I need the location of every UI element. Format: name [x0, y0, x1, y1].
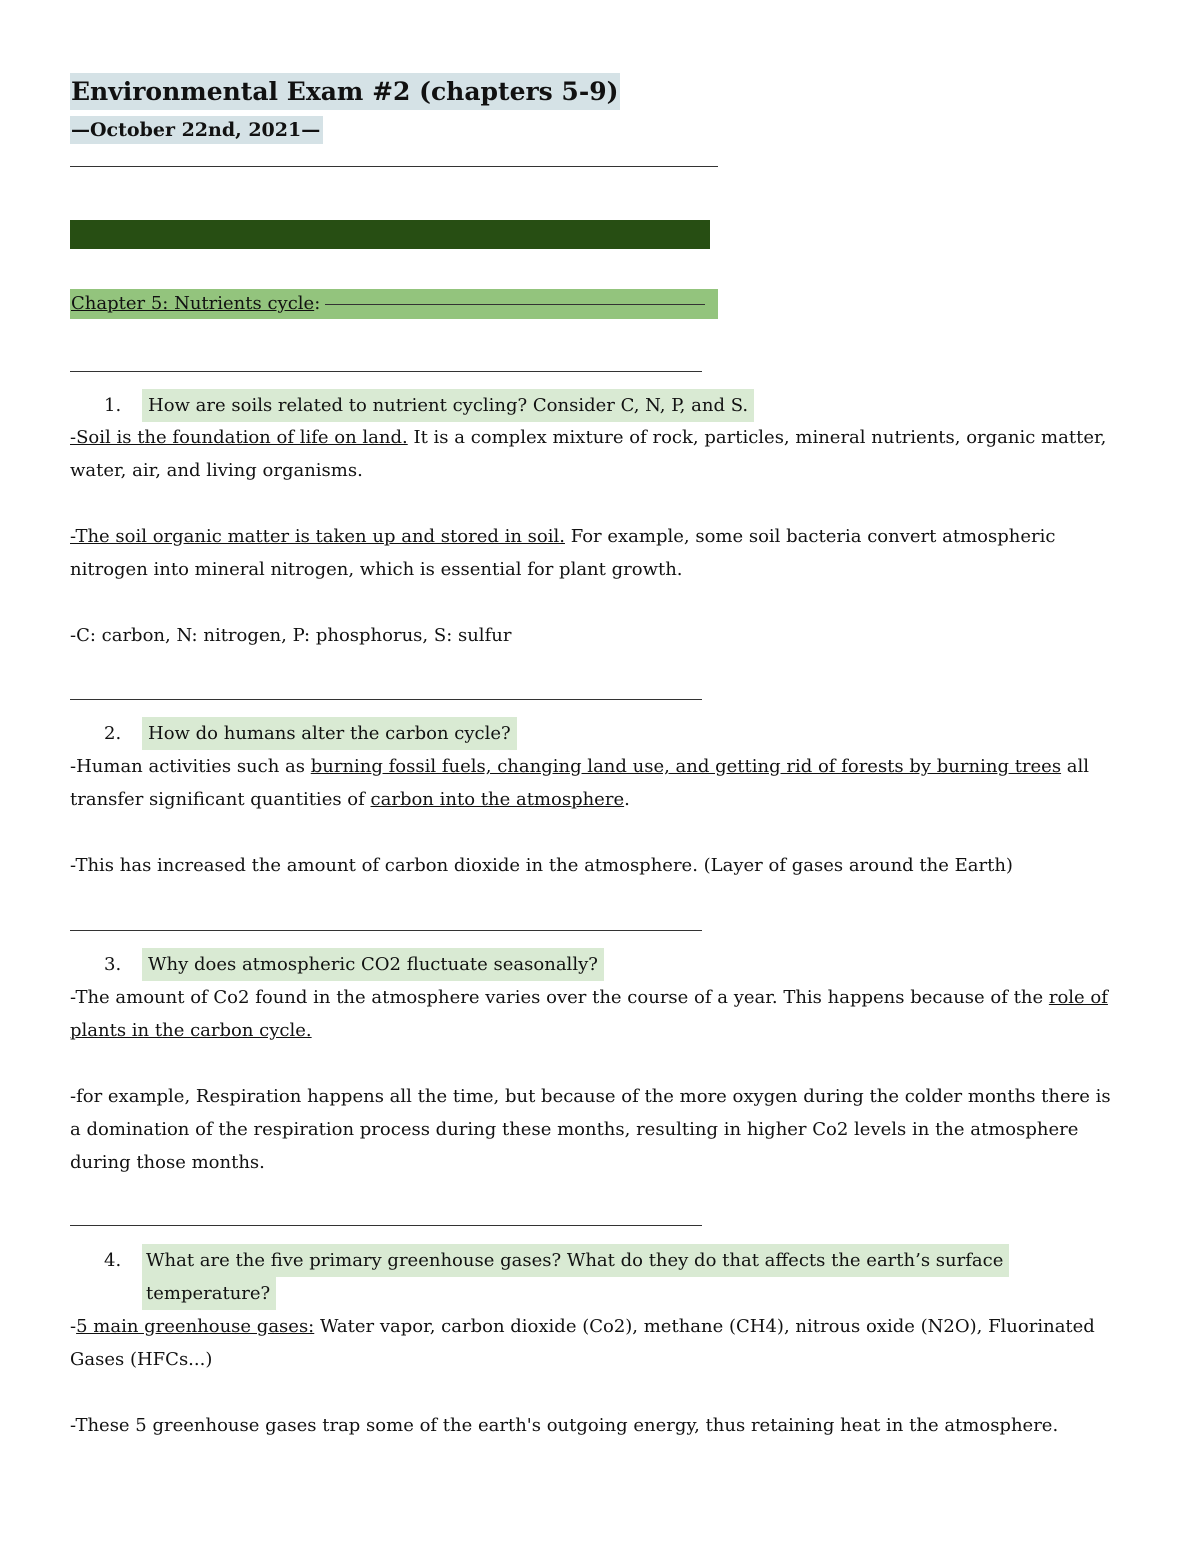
question-number: 4.: [104, 1250, 122, 1271]
answer-paragraph: [70, 981, 1115, 1047]
question-text: Why does atmospheric CO2 fluctuate seasonally?: [142, 948, 604, 981]
answer-paragraph: -This has increased the amount of carbon dioxide in the atmosphere. (Layer of gases around the Earth): [70, 855, 1013, 876]
answer-paragraph: -for example, Respiration happens all the time, but because of the more oxygen during the colder months there is a domination of the respiration process during these months, resulting in higher Co2 levels in the atmosphere during those months.: [70, 1086, 1111, 1173]
answer-text: .: [624, 789, 630, 810]
answer-text: Water vapor, carbon dioxide (Co2), methane (CH4), nitrous oxide (N2O), Fluorinated Gases (HFCs...): [70, 1316, 1095, 1370]
question-divider: [70, 699, 702, 700]
section-color-bar: [70, 220, 710, 249]
chapter-heading: [70, 289, 718, 319]
answer-text: -Human activities such as: [70, 756, 311, 777]
document-date: —October 22nd, 2021—: [70, 116, 323, 144]
answer-text: all transfer significant quantities of: [70, 756, 1090, 810]
question-number: 1.: [104, 395, 122, 416]
answer-underlined: -The soil organic matter is taken up and stored in soil.: [70, 526, 565, 547]
question-number: 2.: [104, 723, 122, 744]
question-4: [70, 1244, 1115, 1310]
question-text-line: What are the five primary greenhouse gases? What do they do that affects the earth’s surface: [142, 1244, 1009, 1277]
answer-paragraph: [70, 421, 1115, 487]
question-text: [142, 1244, 1009, 1310]
question-number: 3.: [104, 954, 122, 975]
answer-text: -The amount of Co2 found in the atmosphere varies over the course of a year. This happens because of the: [70, 987, 1049, 1008]
header-divider: [70, 166, 718, 167]
chapter-heading-colon: :: [314, 293, 321, 314]
answer-text: -: [70, 1316, 77, 1337]
answer-paragraph: [70, 520, 1115, 586]
chapter-heading-label: Chapter 5: Nutrients cycle: [71, 293, 315, 314]
answer-underlined: carbon into the atmosphere: [370, 789, 625, 810]
answer-underlined: -Soil is the foundation of life on land.: [70, 427, 408, 448]
answer-text: It is a complex mixture of rock, particles, mineral nutrients, organic matter, water, air, and living organisms.: [70, 427, 1107, 481]
answer-paragraph: -C: carbon, N: nitrogen, P: phosphorus, S: sulfur: [70, 625, 512, 646]
answer-underlined: 5 main greenhouse gases:: [76, 1316, 315, 1337]
question-text: How are soils related to nutrient cycling? Consider C, N, P, and S.: [142, 389, 754, 422]
document-title: Environmental Exam #2 (chapters 5-9): [70, 73, 620, 110]
answer-paragraph: [70, 1310, 1115, 1376]
answer-underlined: role of plants in the carbon cycle.: [70, 987, 1108, 1041]
chapter-heading-rule: [325, 304, 705, 305]
question-divider: [70, 1225, 702, 1226]
question-text: How do humans alter the carbon cycle?: [142, 717, 517, 750]
answer-underlined: burning fossil fuels, changing land use, and getting rid of forests by burning trees: [310, 756, 1062, 777]
answer-text: For example, some soil bacteria convert atmospheric nitrogen into mineral nitrogen, which is essential for plant growth.: [70, 526, 1056, 580]
answer-paragraph: -These 5 greenhouse gases trap some of the earth's outgoing energy, thus retaining heat in the atmosphere.: [70, 1415, 1059, 1436]
question-text-line: temperature?: [142, 1277, 276, 1310]
question-divider: [70, 930, 702, 931]
question-divider: [70, 371, 702, 372]
answer-paragraph: [70, 750, 1115, 816]
